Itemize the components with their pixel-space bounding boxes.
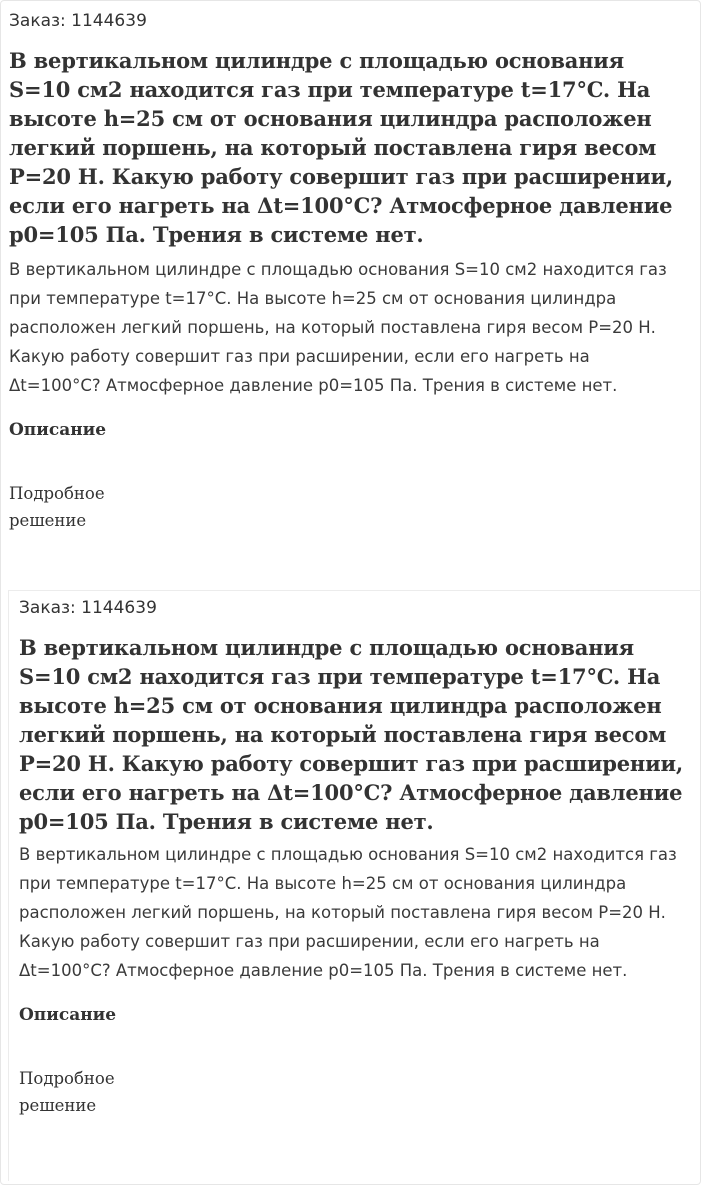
description-heading: Описание bbox=[9, 420, 107, 440]
task-text: В вертикальном цилиндре с площадью основания S=10 см2 находится газ при температуре t=17°C. На высоте h=25 см от основания цилиндра расположен легкий поршень, на который поставлена гиря весом P=20 Н. Какую работу совершит газ при расширении, если его нагреть на Δt=100°C? Атмосферное давление p0=105 Па. Трения в системе нет. bbox=[9, 260, 667, 395]
task-title: В вертикальном цилиндре с площадью основания S=10 см2 находится газ при температуре t=17°C. На высоте h=25 см от основания цилиндра расположен легкий поршень, на который поставлена гиря весом P=20 Н. Какую работу совершит газ при расширении, если его нагреть на Δt=100°C? Атмосферное давление p0=105 Па. Трения в системе нет. bbox=[19, 635, 683, 834]
description-heading: Описание bbox=[19, 1005, 117, 1025]
order-number: Заказ: 1144639 bbox=[19, 598, 157, 618]
detailed-solution-link[interactable]: Подробное решение bbox=[19, 1069, 115, 1115]
task-title: В вертикальном цилиндре с площадью основания S=10 см2 находится газ при температуре t=17°C. На высоте h=25 см от основания цилиндра расположен легкий поршень, на который поставлена гиря весом P=20 Н. Какую работу совершит газ при расширении, если его нагреть на Δt=100°C? Атмосферное давление p0=105 Па. Трения в системе нет. bbox=[9, 48, 673, 247]
order-number: Заказ: 1144639 bbox=[9, 11, 147, 31]
detailed-solution-link[interactable]: Подробное решение bbox=[9, 484, 105, 530]
task-text: В вертикальном цилиндре с площадью основания S=10 см2 находится газ при температуре t=17°C. На высоте h=25 см от основания цилиндра расположен легкий поршень, на который поставлена гиря весом P=20 Н. Какую работу совершит газ при расширении, если его нагреть на Δt=100°C? Атмосферное давление p0=105 Па. Трения в системе нет. bbox=[19, 845, 677, 980]
order-block-1 bbox=[0, 4, 699, 534]
order-block-2 bbox=[8, 590, 701, 1181]
